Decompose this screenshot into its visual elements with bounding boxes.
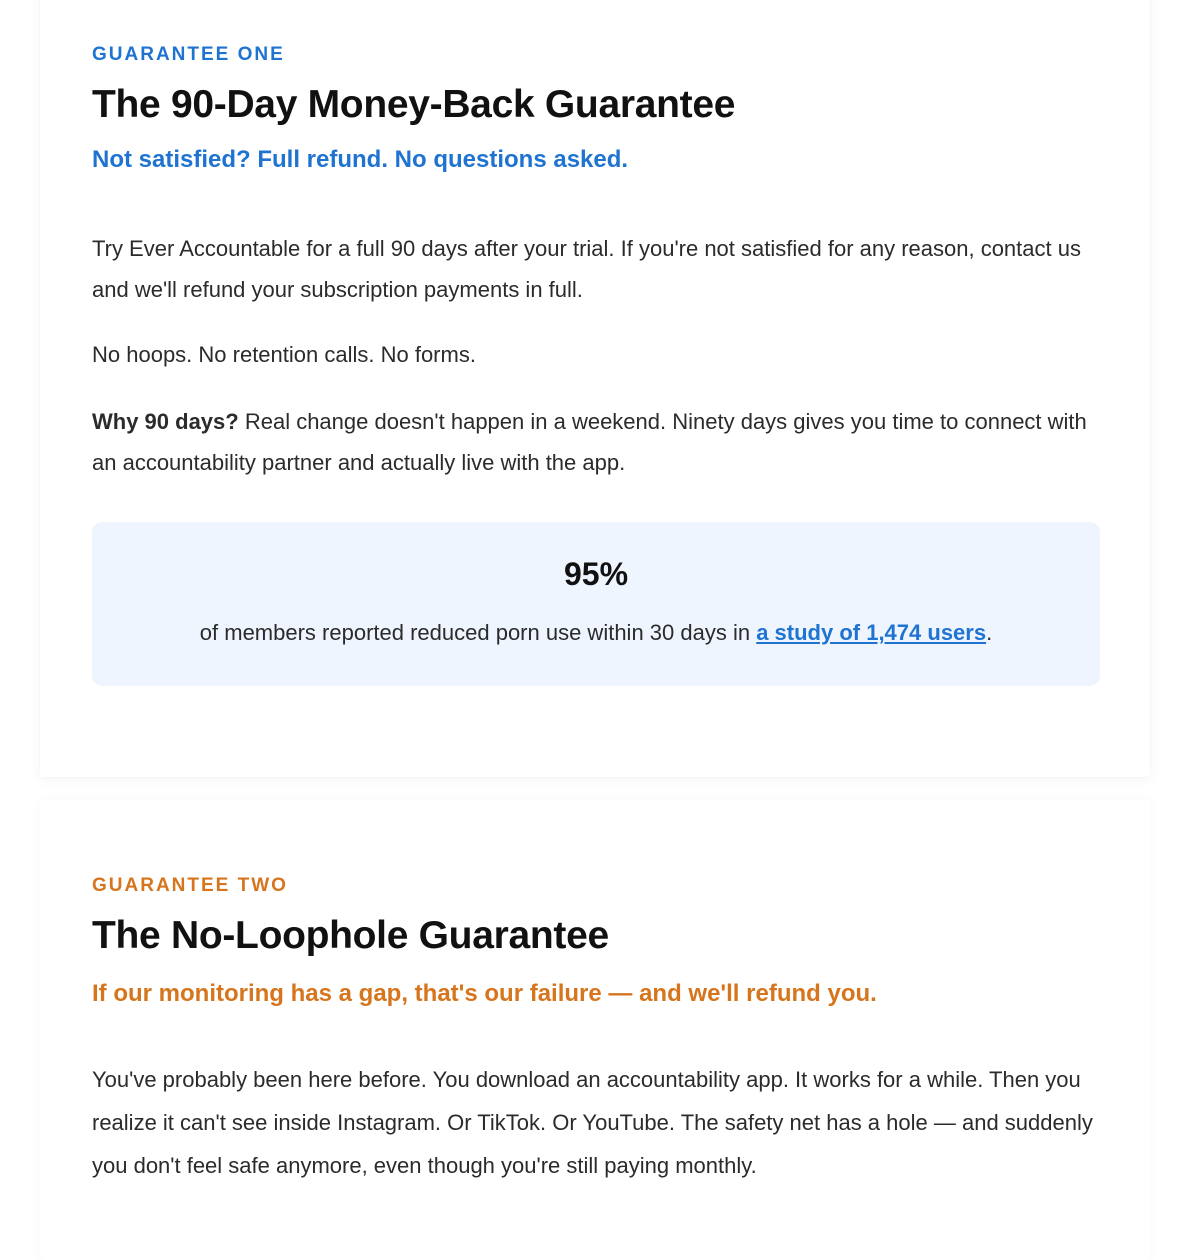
guarantee-one-paragraph-1: Try Ever Accountable for a full 90 days after your trial. If you're not satisfied for any reason, contact us and we'll refund your subscription payments in full. (92, 236, 1081, 302)
guarantee-one-paragraph-2: No hoops. No retention calls. No forms. (92, 342, 476, 367)
guarantee-one-eyebrow: GUARANTEE ONE (92, 44, 285, 65)
guarantee-two-subtitle: If our monitoring has a gap, that's our failure — and we'll refund you. (92, 980, 877, 1007)
guarantee-two-title: The No-Loophole Guarantee (92, 914, 609, 957)
stat-caption-text: of members reported reduced porn use within 30 days in (199, 620, 757, 645)
guarantee-one-subtitle: Not satisfied? Full refund. No questions asked. (92, 146, 629, 173)
guarantee-one-title: The 90-Day Money-Back Guarantee (92, 83, 736, 126)
guarantee-one-paragraph-3 (92, 401, 1102, 483)
guarantee-two-eyebrow: GUARANTEE TWO (92, 875, 288, 896)
study-link[interactable]: a study of 1,474 users (756, 620, 987, 645)
stat-caption-end: . (986, 620, 993, 645)
why-90-days-label: Why 90 days? (92, 409, 239, 434)
stat-callout (92, 522, 1100, 686)
stat-caption (92, 620, 1100, 646)
why-90-days-text: Real change doesn't happen in a weekend. Ninety days gives you time to connect with an accountability partner and actually live with the app. (92, 409, 1087, 475)
guarantee-two-card (40, 800, 1150, 1260)
guarantee-one-card (40, 0, 1150, 777)
stat-value: 95% (563, 556, 629, 592)
guarantee-two-paragraph-1: You've probably been here before. You download an accountability app. It works for a while. Then you realize it can't see inside Instagram. Or TikTok. Or YouTube. The safety net has a hole — and suddenly you don't feel safe anymore, even though you're still paying monthly. (92, 1067, 1093, 1178)
